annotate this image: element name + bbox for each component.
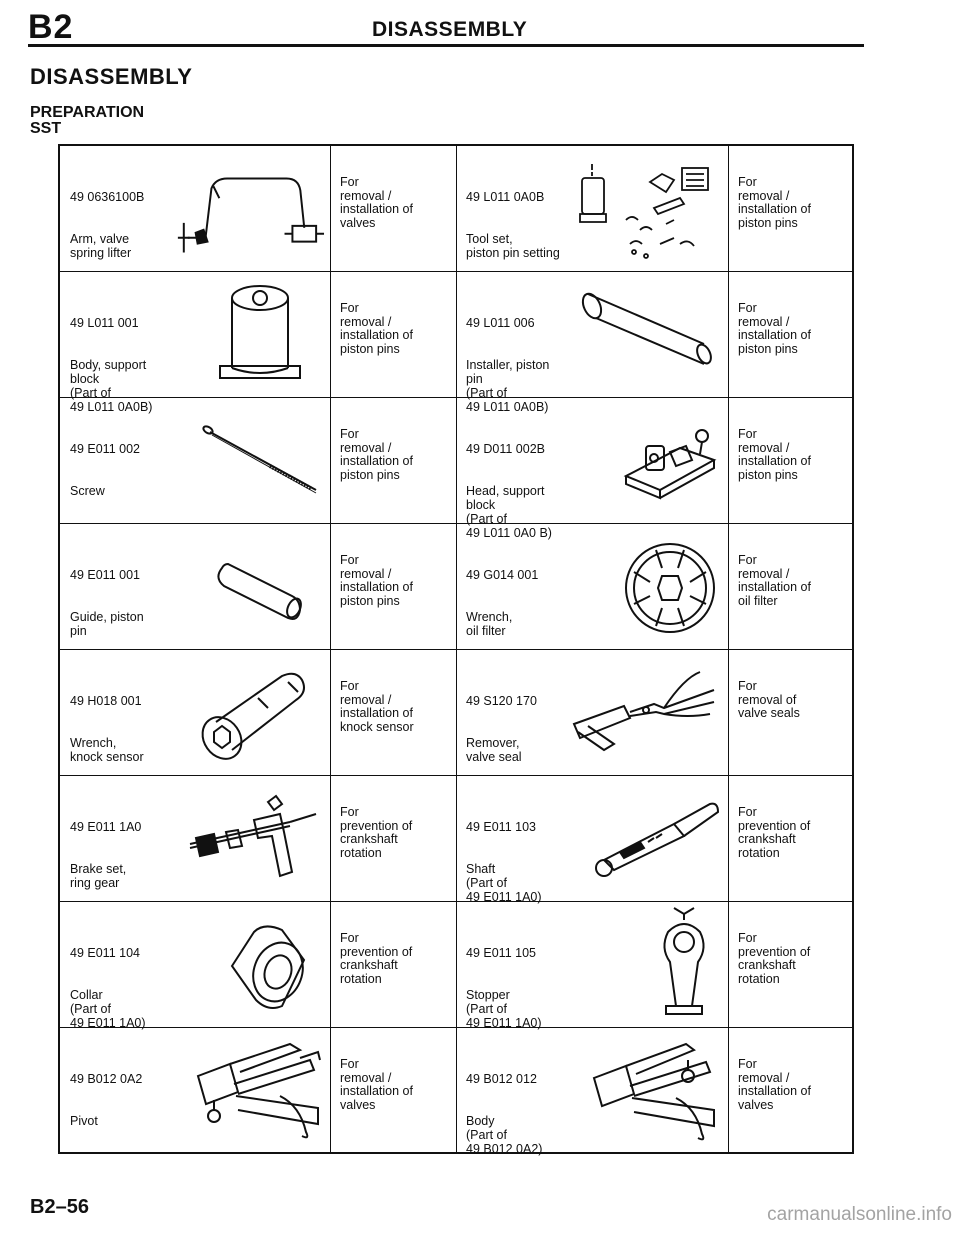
- tool-cell: [466, 554, 626, 652]
- tool-cell: [70, 302, 220, 428]
- page-number: B2–56: [30, 1196, 89, 1218]
- oil-filter-wrench-icon: [620, 538, 720, 638]
- stopper-icon: [656, 902, 712, 1022]
- tool-number: 49 S120 170: [466, 694, 537, 708]
- tool-cell: [466, 932, 626, 1044]
- knock-sensor-wrench-icon: [198, 662, 314, 766]
- collar-icon: [224, 920, 310, 1012]
- tool-name: Wrench, knock sensor: [70, 736, 144, 764]
- sst-table: [58, 144, 854, 1154]
- tool-purpose: For prevention of crankshaft rotation: [340, 805, 413, 860]
- tool-name: Shaft (Part of 49 E011 1A0): [466, 862, 542, 904]
- tool-cell: [70, 428, 220, 512]
- tool-name: Body (Part of 49 B012 0A2): [466, 1114, 543, 1156]
- shaft-icon: [590, 790, 722, 880]
- tool-name: Screw: [70, 484, 105, 498]
- tool-purpose: For removal / installation of valves: [340, 1057, 413, 1112]
- tool-number: 49 B012 0A2: [70, 1072, 143, 1086]
- tool-cell: [70, 932, 220, 1044]
- row-divider: [60, 523, 852, 524]
- tool-purpose: For removal / installation of piston pins: [738, 427, 811, 482]
- piston-pin-guide-icon: [208, 554, 304, 628]
- tool-purpose: For prevention of crankshaft rotation: [738, 931, 811, 986]
- tool-name: Collar (Part of 49 E011 1A0): [70, 988, 146, 1030]
- tool-purpose: For prevention of crankshaft rotation: [340, 931, 413, 986]
- tool-number: 49 D011 002B: [466, 442, 545, 456]
- tool-name: Body, support block (Part of 49 L011 0A0B): [70, 358, 153, 414]
- tool-purpose: For removal / installation of piston pins: [738, 301, 811, 356]
- header-title: DISASSEMBLY: [372, 18, 528, 41]
- tool-purpose: For prevention of crankshaft rotation: [738, 805, 811, 860]
- tool-purpose: For removal / installation of valves: [340, 175, 413, 230]
- tool-name: Stopper (Part of 49 E011 1A0): [466, 988, 542, 1030]
- header-rule: [28, 44, 864, 47]
- tool-name: Brake set, ring gear: [70, 862, 127, 890]
- tool-name: Head, support block (Part of 49 L011 0A0 B): [466, 484, 552, 540]
- tool-purpose: For removal / installation of knock sensor: [340, 679, 414, 734]
- section-title: DISASSEMBLY: [30, 64, 193, 89]
- tool-number: 49 E011 103: [466, 820, 536, 834]
- tool-number: 49 E011 001: [70, 568, 140, 582]
- tool-number: 49 0636100B: [70, 190, 145, 204]
- tool-cell: [466, 428, 626, 554]
- piston-pin-installer-icon: [576, 288, 718, 372]
- tool-number: 49 G014 001: [466, 568, 539, 582]
- tool-number: 49 L011 006: [466, 316, 535, 330]
- pivot-icon: [190, 1036, 326, 1146]
- tool-name: Remover, valve seal: [466, 736, 522, 764]
- tool-purpose: For removal / installation of piston pins: [340, 553, 413, 608]
- valve-seal-remover-icon: [564, 668, 720, 758]
- ring-gear-brake-set-icon: [184, 792, 324, 882]
- tool-name: Installer, piston pin (Part of 49 L011 0A0B): [466, 358, 550, 414]
- subheading-preparation: PREPARATION: [30, 104, 145, 121]
- tool-purpose: For removal / installation of piston pins: [738, 175, 811, 230]
- tool-name: Tool set, piston pin setting: [466, 232, 560, 260]
- support-block-body-icon: [216, 278, 304, 390]
- tool-name: Arm, valve spring lifter: [70, 232, 132, 260]
- support-block-head-icon: [620, 424, 720, 500]
- subheading-sst: SST: [30, 120, 62, 137]
- tool-cell: [70, 554, 220, 652]
- pivot-body-icon: [590, 1036, 722, 1146]
- section-code: B2: [28, 8, 74, 46]
- screw-icon: [200, 422, 324, 498]
- tool-name: Pivot: [70, 1114, 98, 1128]
- tool-number: 49 B012 012: [466, 1072, 537, 1086]
- tool-purpose: For removal / installation of piston pins: [340, 301, 413, 356]
- tool-number: 49 E011 1A0: [70, 820, 142, 834]
- tool-purpose: For removal / installation of piston pins: [340, 427, 413, 482]
- tool-purpose: For removal / installation of oil filter: [738, 553, 811, 608]
- tool-number: 49 L011 0A0B: [466, 190, 545, 204]
- tool-number: 49 L011 001: [70, 316, 139, 330]
- tool-name: Guide, piston pin: [70, 610, 144, 638]
- tool-number: 49 H018 001: [70, 694, 142, 708]
- valve-spring-lifter-icon: [168, 168, 326, 260]
- tool-name: Wrench, oil filter: [466, 610, 513, 638]
- piston-pin-tool-set-icon: [570, 160, 720, 264]
- tool-purpose: For removal of valve seals: [738, 679, 800, 720]
- watermark: carmanualsonline.info: [767, 1204, 952, 1225]
- tool-number: 49 E011 105: [466, 946, 536, 960]
- tool-purpose: For removal / installation of valves: [738, 1057, 811, 1112]
- tool-number: 49 E011 104: [70, 946, 140, 960]
- tool-number: 49 E011 002: [70, 442, 140, 456]
